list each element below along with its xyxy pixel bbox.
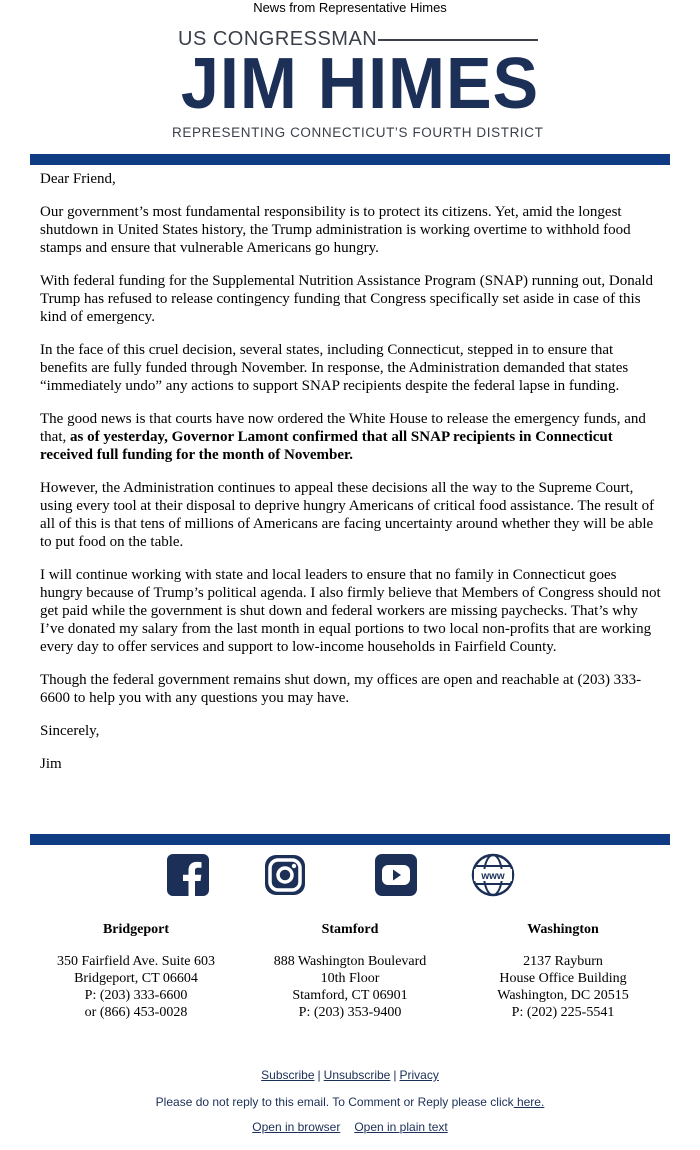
letter-paragraph-4-bold: as of yesterday, Governor Lamont confirmed that all SNAP recipients in Connecticut received full funding for the month of November.: [40, 429, 613, 463]
header-divider-bar: [30, 154, 670, 165]
office-address-line: 10th Floor: [320, 971, 380, 986]
footer-view-links: [0, 1120, 700, 1134]
website-icon-label: www: [481, 871, 505, 882]
office-phone: or (866) 453-0028: [84, 1005, 188, 1020]
letter-body: [40, 170, 662, 788]
masthead-top-line: US CONGRESSMAN: [178, 28, 378, 50]
office-phone: P: (203) 353-9400: [298, 1005, 402, 1020]
office-address-line: Bridgeport, CT 06604: [74, 971, 198, 986]
website-icon[interactable]: [470, 852, 516, 898]
masthead-name: JIM HIMES: [180, 44, 540, 124]
reply-here-link[interactable]: here.: [513, 1095, 545, 1109]
letter-paragraph-4-start: The good news is that courts have now ordered the White House to release the emergency funds, and that,: [40, 411, 646, 445]
letter-paragraph-4: [40, 410, 662, 464]
office-phone: P: (202) 225-5541: [511, 1005, 615, 1020]
office-address-line: 2137 Rayburn: [523, 954, 603, 969]
office-address-line: Stamford, CT 06901: [292, 988, 408, 1003]
subscribe-link[interactable]: Subscribe: [261, 1068, 315, 1082]
office-name: Washington: [527, 922, 599, 937]
preheader-text: News from Representative Himes: [253, 0, 447, 15]
letter-signature: Jim: [40, 756, 62, 772]
office-address-line: House Office Building: [499, 971, 627, 986]
masthead-logo: [170, 26, 550, 146]
letter-paragraph-6: I will continue working with state and local leaders to ensure that no family in Connecticut goes hungry because of Trump’s political agenda. I also firmly believe that Members of Congress should not get paid while the government is shut down and federal workers are missing paychecks. That’s why I’ve donated my salary from the last month in equal portions to two local non-profits that are working every day to offer services and support to low-income households in Fairfield County.: [40, 567, 661, 655]
letter-paragraph-5: However, the Administration continues to appeal these decisions all the way to the Supreme Court, using every tool at their disposal to deprive hungry Americans of critical food assistance. The result of all of this is that tens of millions of Americans are facing uncertainty around whether they will be able to put food on the table.: [40, 480, 655, 550]
open-in-browser-link[interactable]: Open in browser: [252, 1120, 341, 1134]
footer-separator: |: [317, 1068, 321, 1082]
letter-closing: Sincerely,: [40, 723, 100, 739]
office-name: Bridgeport: [102, 922, 170, 937]
office-address-line: 350 Fairfield Ave. Suite 603: [57, 954, 215, 969]
office-phone: P: (203) 333-6600: [84, 988, 188, 1003]
unsubscribe-link[interactable]: Unsubscribe: [323, 1068, 391, 1082]
office-name: Stamford: [321, 922, 379, 937]
letter-paragraph-1: Our government’s most fundamental responsibility is to protect its citizens. Yet, amid the longest shutdown in United States history, the Trump administration is working overtime to withhold food stamps and ensure that vulnerable Americans go hungry.: [40, 204, 631, 256]
instagram-icon[interactable]: [262, 852, 308, 898]
footer-links: [0, 1068, 700, 1082]
youtube-icon[interactable]: [373, 852, 419, 898]
masthead-subtitle: REPRESENTING CONNECTICUT’S FOURTH DISTRICT: [172, 125, 544, 140]
social-links: [0, 852, 700, 898]
letter-greeting: Dear Friend,: [40, 171, 116, 187]
office-address-line: 888 Washington Boulevard: [273, 954, 427, 969]
office-bridgeport: [40, 921, 232, 1021]
office-address-line: Washington, DC 20515: [497, 988, 629, 1003]
footer-divider-bar: [30, 834, 670, 845]
facebook-icon[interactable]: [165, 852, 211, 898]
letter-paragraph-3: In the face of this cruel decision, several states, including Connecticut, stepped in to ensure that benefits are fully funded through November. In response, the Administration demanded that states “immediately undo” any actions to support SNAP recipients despite the federal lapse in funding.: [40, 342, 629, 394]
letter-paragraph-2: With federal funding for the Supplemental Nutrition Assistance Program (SNAP) running out, Donald Trump has refused to release contingency funding that Congress specifically set aside in case of this kind of emergency.: [40, 273, 654, 325]
footer-notice: [0, 1095, 700, 1109]
letter-paragraph-7: Though the federal government remains shut down, my offices are open and reachable at (203) 333-6600 to help you with any questions you may have.: [40, 672, 642, 706]
privacy-link[interactable]: Privacy: [399, 1068, 439, 1082]
open-in-plain-text-link[interactable]: Open in plain text: [354, 1120, 448, 1134]
masthead-rule: [378, 39, 538, 41]
office-washington: [467, 921, 659, 1021]
office-stamford: [254, 921, 446, 1021]
no-reply-notice: Please do not reply to this email. To Comment or Reply please click: [155, 1095, 514, 1109]
footer-separator: |: [393, 1068, 397, 1082]
